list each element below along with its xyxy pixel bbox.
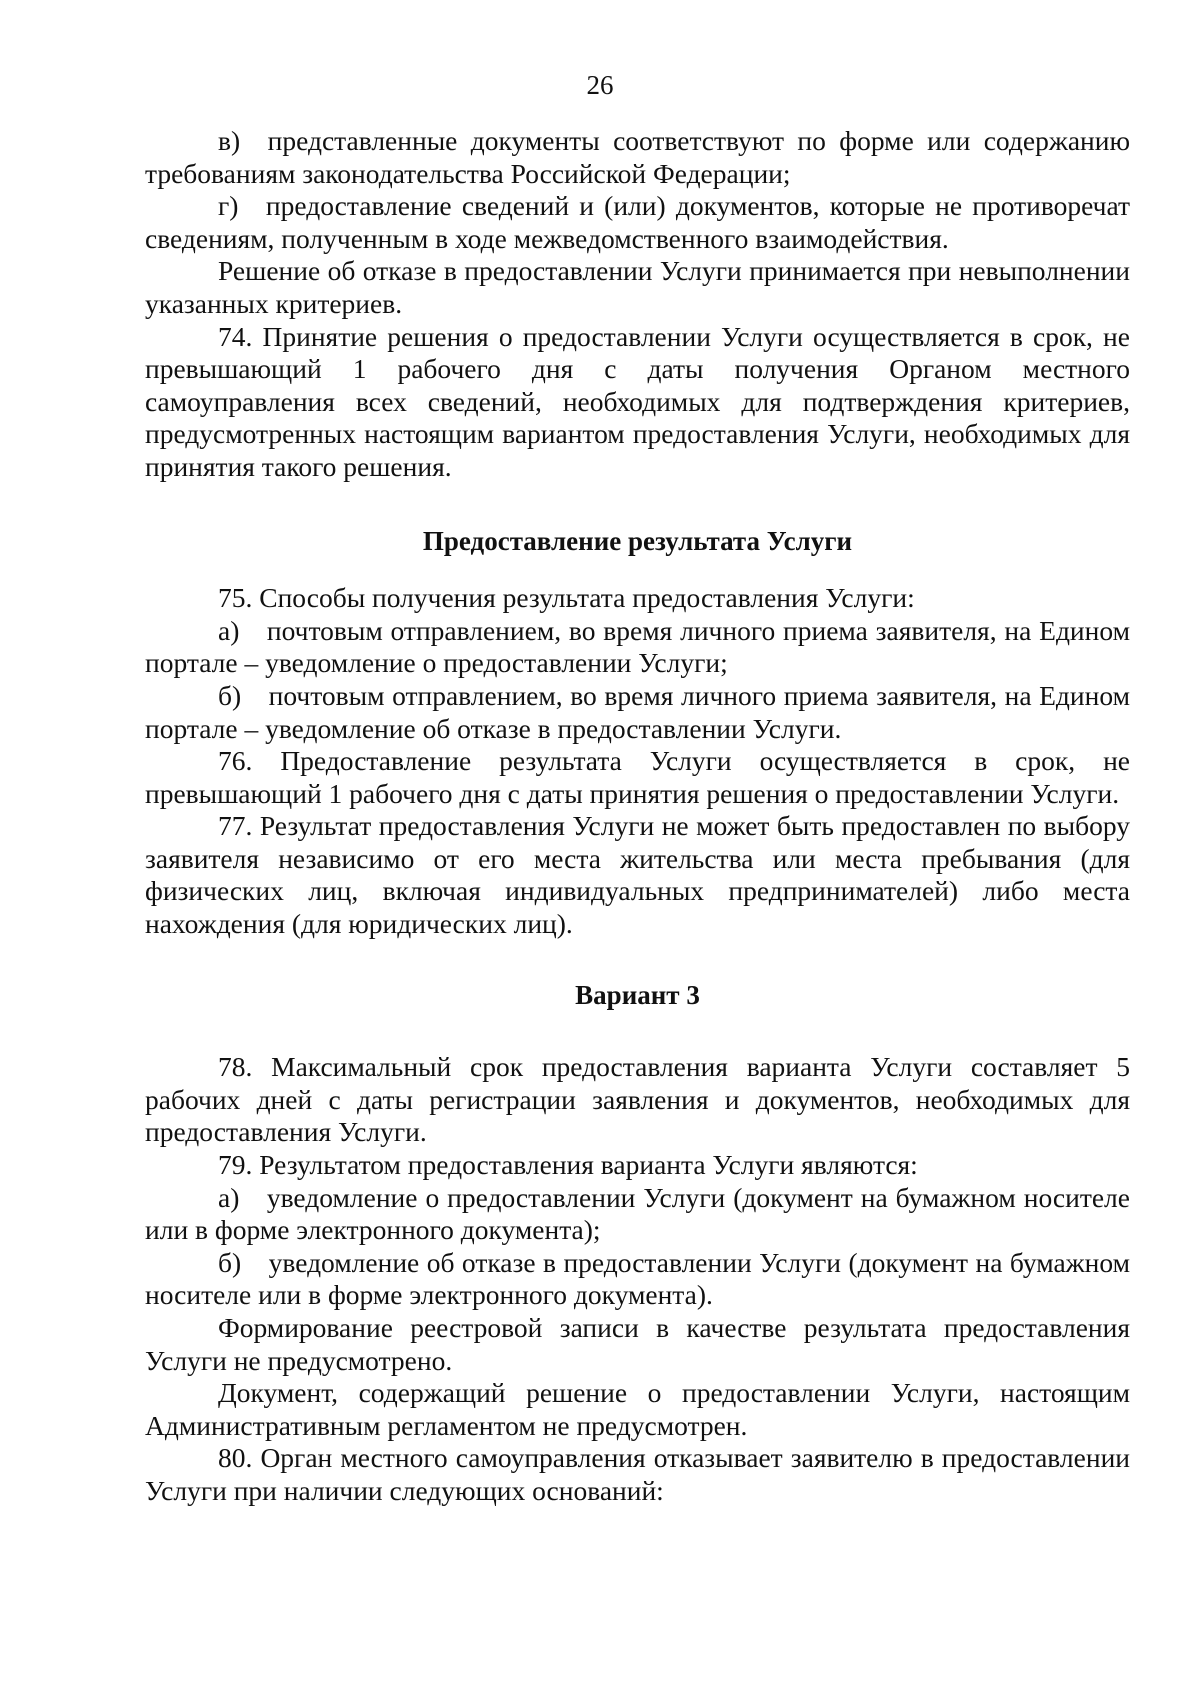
paragraph-75-b: б) почтовым отправлением, во время личного приема заявителя, на Едином портале – уведомление об отказе в предоставлении Услуги. — [145, 679, 1130, 744]
paragraph-80: 80. Орган местного самоуправления отказывает заявителю в предоставлении Услуги при наличии следующих оснований: — [145, 1442, 1130, 1506]
paragraph-79-a: а) уведомление о предоставлении Услуги (документ на бумажном носителе или в форме электронного документа); — [145, 1181, 1130, 1246]
section-heading-variant-3: Вариант 3 — [575, 979, 700, 1010]
paragraph-79: 79. Результатом предоставления варианта Услуги являются: — [218, 1149, 918, 1181]
paragraph-75-a: а) почтовым отправлением, во время личного приема заявителя, на Едином портале – уведомление о предоставлении Услуги; — [145, 614, 1130, 679]
paragraph-78: 78. Максимальный срок предоставления варианта Услуги составляет 5 рабочих дней с даты регистрации заявления и документов, необходимых для предоставления Услуги. — [145, 1051, 1130, 1148]
paragraph-decision-document: Документ, содержащий решение о предоставлении Услуги, настоящим Административным регламентом не предусмотрен. — [145, 1377, 1130, 1441]
paragraph-76: 76. Предоставление результата Услуги осуществляется в срок, не превышающий 1 рабочего дня с даты принятия решения о предоставлении Услуги. — [145, 745, 1130, 809]
paragraph-74: 74. Принятие решения о предоставлении Услуги осуществляется в срок, не превышающий 1 рабочего дня с даты получения Органом местного самоуправления всех сведений, необходимых для подтверждения критериев, предусмотренных настоящим вариантом предоставления Услуги, необходимых для принятия такого решения. — [145, 320, 1130, 482]
paragraph-registry-record: Формирование реестровой записи в качестве результата предоставления Услуги не предусмотрено. — [145, 1312, 1130, 1376]
paragraph-79-b: б) уведомление об отказе в предоставлении Услуги (документ на бумажном носителе или в форме электронного документа). — [145, 1246, 1130, 1311]
section-heading-result: Предоставление результата Услуги — [422, 525, 853, 556]
paragraph-refusal-decision: Решение об отказе в предоставлении Услуги принимается при невыполнении указанных критериев. — [145, 255, 1130, 319]
paragraph-item-g: г) предоставление сведений и (или) документов, которые не противоречат сведениям, полученным в ходе межведомственного взаимодействия. — [145, 190, 1130, 254]
document-body — [145, 125, 1130, 1508]
page-number: 26 — [586, 70, 614, 100]
paragraph-77: 77. Результат предоставления Услуги не может быть предоставлен по выбору заявителя независимо от его места жительства или места пребывания (для физических лиц, включая индивидуальных предпринимателей) либо места нахождения (для юридических лиц). — [145, 810, 1130, 940]
paragraph-75: 75. Способы получения результата предоставления Услуги: — [218, 582, 915, 614]
paragraph-item-v: в) представленные документы соответствуют по форме или содержанию требованиям законодательства Российской Федерации; — [145, 125, 1130, 189]
